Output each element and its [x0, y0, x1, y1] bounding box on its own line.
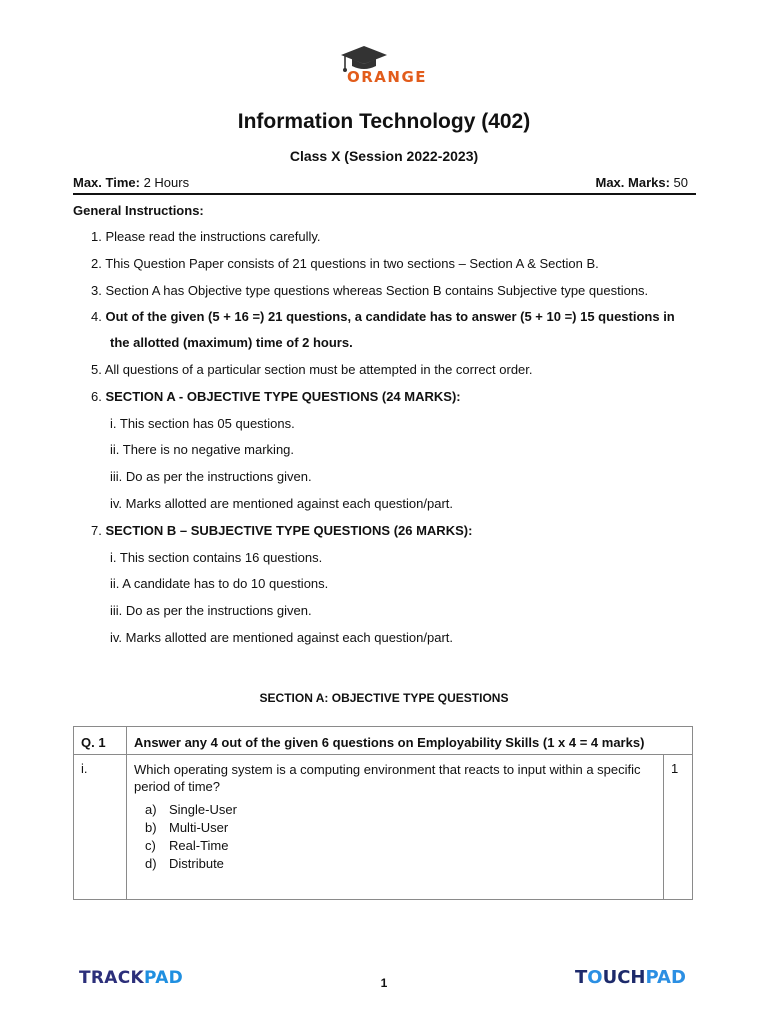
question-heading-cell: [127, 727, 693, 755]
section-b-point: iii. Do as per the instructions given.: [110, 603, 312, 618]
max-marks-value: 50: [669, 175, 688, 190]
question-heading: Answer any 4 out of the given 6 questions on Employability Skills (1 x 4 = 4 marks): [134, 735, 645, 750]
orange-logo: [333, 44, 435, 88]
instruction-item: 1. Please read the instructions carefully.: [91, 229, 321, 244]
touchpad-logo-t: T: [575, 967, 588, 988]
option-item: [145, 801, 663, 819]
subquestion-number: i.: [81, 761, 88, 776]
section-b-instruction-heading: SECTION B – SUBJECTIVE TYPE QUESTIONS (26 MARKS):: [105, 523, 473, 538]
page-title: Information Technology (402): [237, 110, 531, 133]
marks-cell: [664, 755, 693, 900]
question-number-cell: [74, 727, 127, 755]
section-a-point: ii. There is no negative marking.: [110, 442, 295, 457]
option-text: Real-Time: [169, 838, 229, 853]
touchpad-logo-uch: UCH: [602, 967, 646, 988]
max-marks-label: Max. Marks:: [595, 175, 670, 190]
instruction-item: [91, 523, 472, 538]
question-text: Which operating system is a computing environment that reacts to input within a specific period of time?: [134, 762, 641, 794]
instruction-item-continuation: the allotted (maximum) time of 2 hours.: [110, 335, 353, 350]
touchpad-logo: [575, 967, 686, 988]
max-time-label: Max. Time:: [73, 175, 140, 190]
max-time-value: 2 Hours: [139, 175, 190, 190]
section-a-point: i. This section has 05 questions.: [110, 416, 295, 431]
option-item: [145, 819, 663, 837]
question-header-row: [74, 727, 693, 755]
question-body-cell: [127, 755, 664, 900]
instruction-number: 7.: [91, 523, 106, 538]
instruction-number: 6.: [91, 389, 106, 404]
question-number: Q. 1: [81, 735, 106, 750]
instruction-item: [91, 389, 461, 404]
section-b-point: ii. A candidate has to do 10 questions.: [110, 576, 329, 591]
table-row: [74, 755, 693, 900]
instruction-item: [91, 309, 675, 324]
option-item: [145, 855, 663, 873]
section-a-point: iv. Marks allotted are mentioned against each question/part.: [110, 496, 454, 511]
trackpad-logo-part-b: PAD: [144, 968, 184, 988]
trackpad-logo-part-a: TRACK: [79, 968, 144, 988]
option-label: b): [145, 820, 157, 835]
option-label: c): [145, 838, 156, 853]
max-time: [73, 175, 189, 190]
page-subtitle: Class X (Session 2022-2023): [289, 148, 479, 164]
touchpad-logo-o: O: [587, 967, 603, 988]
option-text: Distribute: [169, 856, 224, 871]
instruction-bold-text: Out of the given (5 + 16 =) 21 questions, a candidate has to answer (5 + 10 =) 15 questions in: [105, 309, 675, 324]
touchpad-logo-pad: PAD: [645, 967, 686, 988]
section-b-point: iv. Marks allotted are mentioned against each question/part.: [110, 630, 454, 645]
instruction-item: 5. All questions of a particular section must be attempted in the correct order.: [91, 362, 533, 377]
section-a-title: SECTION A: OBJECTIVE TYPE QUESTIONS: [259, 691, 509, 705]
instruction-number: 4.: [91, 309, 106, 324]
general-instructions-heading: General Instructions:: [73, 203, 204, 218]
option-text: Single-User: [169, 802, 237, 817]
page-number: 1: [380, 976, 388, 990]
subquestion-number-cell: [74, 755, 127, 900]
question-table: [73, 726, 693, 900]
section-a-point: iii. Do as per the instructions given.: [110, 469, 312, 484]
section-b-point: i. This section contains 16 questions.: [110, 550, 323, 565]
option-label: d): [145, 856, 157, 871]
question-marks: 1: [671, 761, 679, 776]
option-label: a): [145, 802, 157, 817]
max-marks: [596, 175, 689, 190]
instruction-item: 3. Section A has Objective type questions whereas Section B contains Subjective type questions.: [91, 283, 649, 298]
option-text: Multi-User: [169, 820, 229, 835]
logo-text: ORANGE: [347, 68, 428, 86]
instruction-item: 2. This Question Paper consists of 21 questions in two sections – Section A & Section B.: [91, 256, 599, 271]
option-item: [145, 837, 663, 855]
exam-meta-row: [73, 175, 696, 195]
option-list: [145, 801, 663, 873]
section-a-instruction-heading: SECTION A - OBJECTIVE TYPE QUESTIONS (24 MARKS):: [105, 389, 461, 404]
